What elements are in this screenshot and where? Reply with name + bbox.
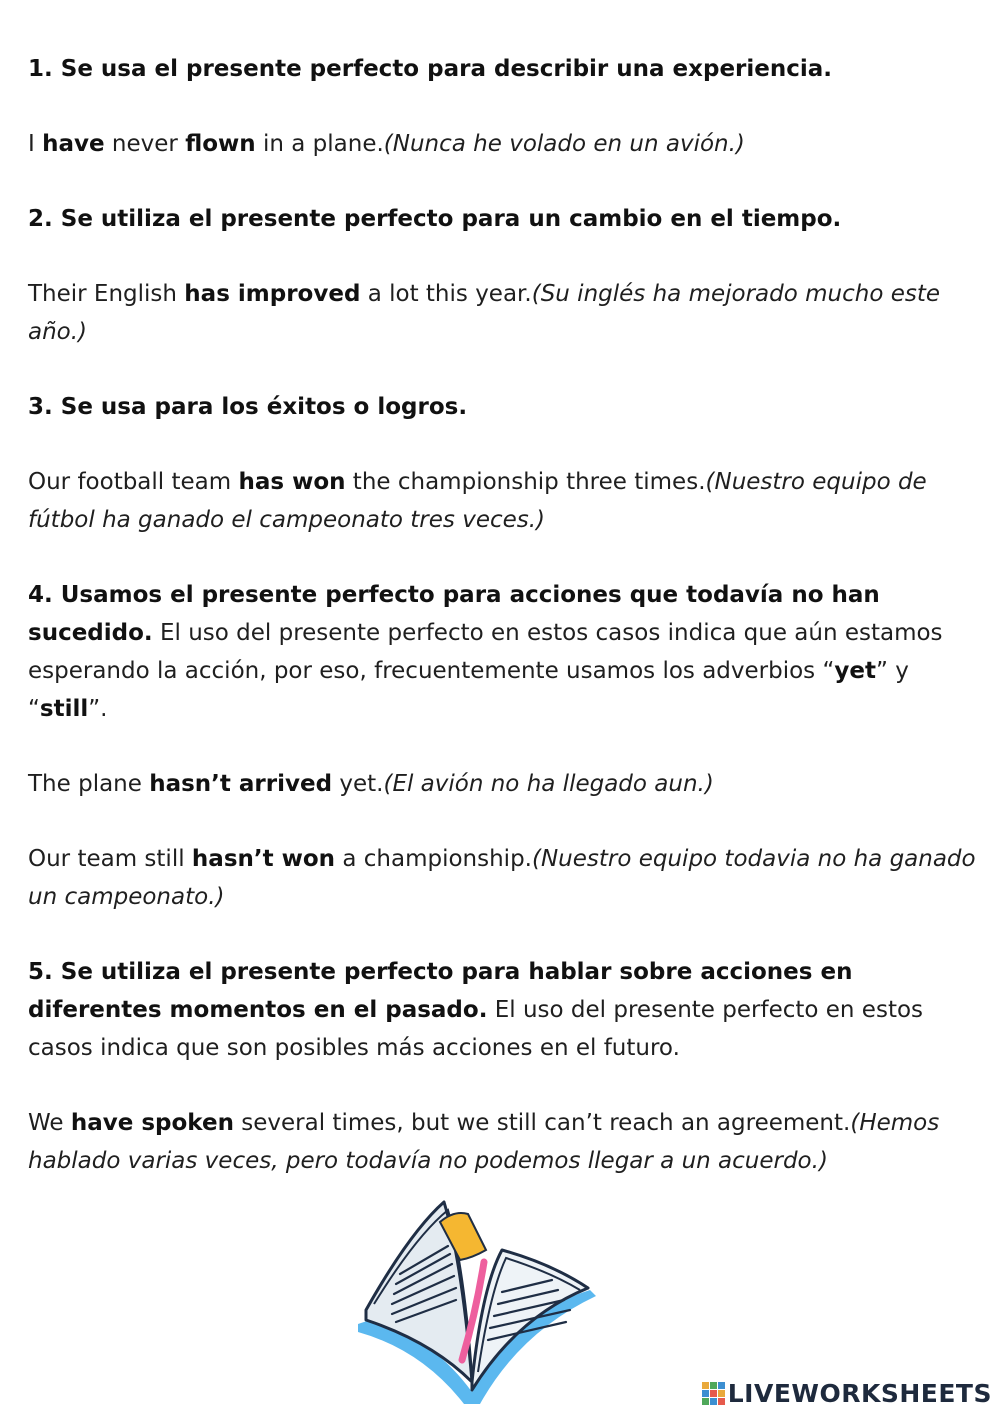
- point-1-heading: 1. Se usa el presente perfecto para describir una experiencia.: [28, 56, 833, 82]
- point-5-heading: 5. Se utiliza el presente perfecto para hablar sobre acciones en diferentes momentos en el pasado.: [28, 959, 853, 1023]
- point-2-heading: 2. Se utiliza el presente perfecto para un cambio en el tiempo.: [28, 206, 842, 232]
- worksheet-content: [28, 50, 978, 1180]
- point-5-paragraph: 5. Se utiliza el presente perfecto para hablar sobre acciones en diferentes momentos en el pasado. El uso del presente perfecto en estos casos indica que son posibles más acciones en el futuro.: [28, 959, 924, 1061]
- point-4-example-2: Our team still hasn’t won a championship.(Nuestro equipo todavia no ha ganado un campeonato.): [28, 846, 976, 910]
- point-5-translation: (Hemos hablado varias veces, pero todavía no podemos llegar a un acuerdo.): [28, 1110, 940, 1174]
- open-book-icon: [352, 1192, 602, 1407]
- point-2-translation: (Su inglés ha mejorado mucho este año.): [28, 281, 941, 345]
- point-4-translation-1: (El avión no ha llegado aun.): [383, 771, 714, 797]
- point-2-example: Their English has improved a lot this year.(Su inglés ha mejorado mucho este año.): [28, 281, 941, 345]
- point-1-translation: (Nunca he volado en un avión.): [383, 131, 745, 157]
- point-3-example: Our football team has won the championship three times.(Nuestro equipo de fútbol ha ganado el campeonato tres veces.): [28, 469, 927, 533]
- logo-text: LIVEWORKSHEETS: [727, 1379, 992, 1408]
- point-4-example-1: The plane hasn’t arrived yet.(El avión no ha llegado aun.): [28, 771, 714, 797]
- liveworksheets-logo: [702, 1379, 992, 1408]
- point-4-heading: 4. Usamos el presente perfecto para acciones que todavía no han sucedido.: [28, 582, 880, 646]
- point-5-example: We have spoken several times, but we still can’t reach an agreement.(Hemos hablado varias veces, pero todavía no podemos llegar a un acuerdo.): [28, 1110, 940, 1174]
- point-3-translation: (Nuestro equipo de fútbol ha ganado el campeonato tres veces.): [28, 469, 927, 533]
- point-4-paragraph: 4. Usamos el presente perfecto para acciones que todavía no han sucedido. El uso del presente perfecto en estos casos indica que aún estamos esperando la acción, por eso, frecuentemente usamos los adverbios “yet” y “still”.: [28, 582, 943, 722]
- liveworksheets-logo-icon: [702, 1382, 726, 1406]
- point-4-translation-2: (Nuestro equipo todavia no ha ganado un campeonato.): [28, 846, 976, 910]
- point-1-example: I have never flown in a plane.(Nunca he volado en un avión.): [28, 131, 745, 157]
- point-3-heading: 3. Se usa para los éxitos o logros.: [28, 394, 468, 420]
